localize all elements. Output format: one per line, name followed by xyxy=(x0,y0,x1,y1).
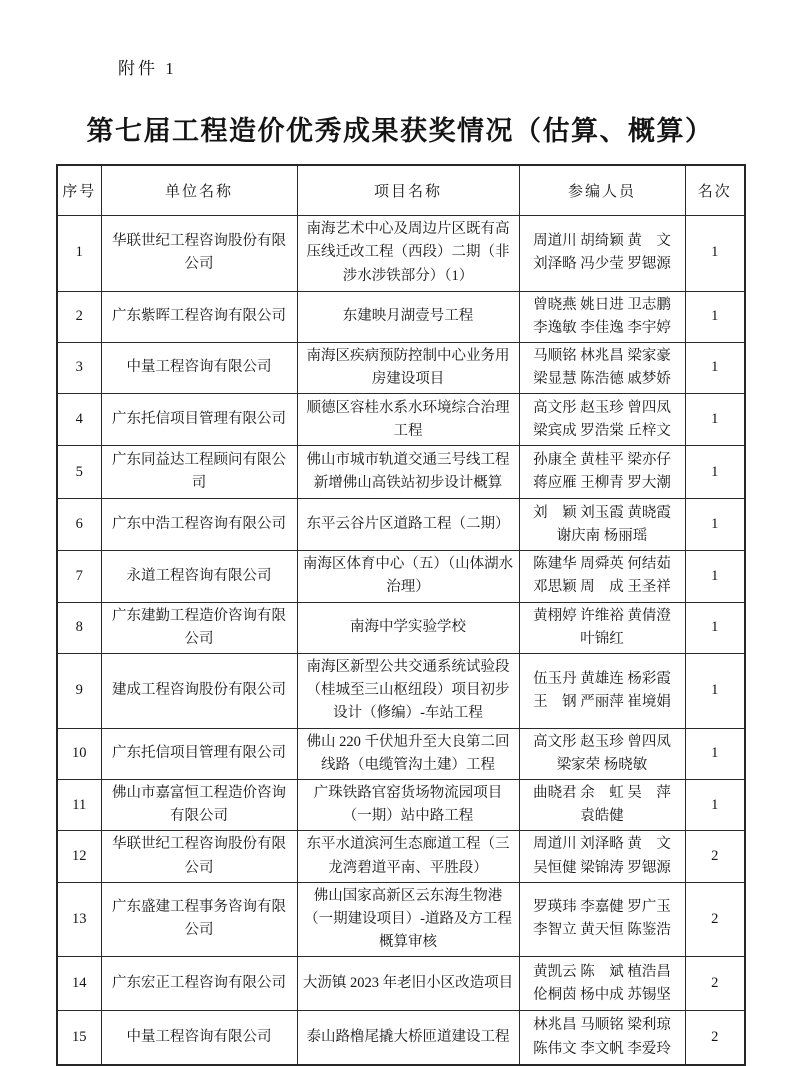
row-number-cell: 7 xyxy=(57,551,101,602)
row-number-cell: 1 xyxy=(57,215,101,291)
col-header-participants: 参编人员 xyxy=(519,165,685,215)
participants-line: 曲晓君 余 虹 吴 萍 xyxy=(533,784,671,801)
company-name-cell: 广东中浩工程咨询有限公司 xyxy=(101,499,297,551)
rank-cell: 1 xyxy=(685,446,745,499)
participants-line: 王 钢 严丽萍 崔境娟 xyxy=(533,693,671,710)
company-name-cell: 永道工程咨询有限公司 xyxy=(101,551,297,602)
row-number-cell: 10 xyxy=(57,728,101,779)
row-number-cell: 5 xyxy=(57,446,101,499)
rank-cell: 2 xyxy=(685,882,745,957)
col-header-no: 序号 xyxy=(57,165,101,215)
row-number-cell: 4 xyxy=(57,394,101,446)
company-name-cell: 广东同益达工程顾问有限公司 xyxy=(101,446,297,499)
participants-line: 梁家荣 杨晓敏 xyxy=(556,756,648,773)
participants-cell xyxy=(519,1011,685,1065)
rank-cell: 1 xyxy=(685,779,745,830)
participants-line: 李逸敏 李佳逸 李宇婷 xyxy=(533,319,671,336)
row-number-cell: 11 xyxy=(57,779,101,830)
participants-cell xyxy=(519,602,685,653)
participants-line: 谢庆南 杨丽瑶 xyxy=(556,527,648,544)
company-name-cell: 广东宏正工程咨询有限公司 xyxy=(101,957,297,1011)
participants-line: 曾晓燕 姚日进 卫志鹏 xyxy=(533,296,671,313)
participants-cell xyxy=(519,882,685,957)
table-header-row xyxy=(57,165,745,215)
table-row xyxy=(57,551,745,602)
project-name-cell: 佛山市城市轨道交通三号线工程新增佛山高铁站初步设计概算 xyxy=(297,446,519,499)
table-row xyxy=(57,342,745,393)
company-name-cell: 华联世纪工程咨询股份有限公司 xyxy=(101,831,297,882)
company-name-cell: 广东托信项目管理有限公司 xyxy=(101,728,297,779)
company-name-cell: 广东紫晖工程咨询有限公司 xyxy=(101,291,297,342)
project-name-cell: 东平云谷片区道路工程（二期） xyxy=(297,499,519,551)
col-header-company: 单位名称 xyxy=(101,165,297,215)
participants-cell xyxy=(519,728,685,779)
company-name-cell: 建成工程咨询股份有限公司 xyxy=(101,654,297,729)
participants-cell xyxy=(519,291,685,342)
project-name-cell: 南海区疾病预防控制中心业务用房建设项目 xyxy=(297,342,519,393)
participants-cell xyxy=(519,342,685,393)
table-row xyxy=(57,446,745,499)
company-name-cell: 广东托信项目管理有限公司 xyxy=(101,394,297,446)
table-row xyxy=(57,394,745,446)
participants-cell xyxy=(519,831,685,882)
project-name-cell: 南海艺术中心及周边片区既有高压线迁改工程（西段）二期（非涉水涉铁部分）（1） xyxy=(297,215,519,291)
row-number-cell: 6 xyxy=(57,499,101,551)
rank-cell: 1 xyxy=(685,342,745,393)
table-row xyxy=(57,654,745,729)
participants-line: 邓思颖 周 成 王圣祥 xyxy=(533,579,671,596)
project-name-cell: 东建映月湖壹号工程 xyxy=(297,291,519,342)
participants-line: 周道川 刘泽略 黄 文 xyxy=(533,836,671,853)
participants-cell xyxy=(519,654,685,729)
participants-line: 蒋应雁 王柳青 罗大潮 xyxy=(533,475,671,492)
company-name-cell: 华联世纪工程咨询股份有限公司 xyxy=(101,215,297,291)
project-name-cell: 南海区体育中心（五）（山体湖水治理） xyxy=(297,551,519,602)
participants-cell xyxy=(519,215,685,291)
participants-line: 刘 颖 刘玉霞 黄晓霞 xyxy=(533,504,671,521)
col-header-project: 项目名称 xyxy=(297,165,519,215)
table-row xyxy=(57,1011,745,1065)
participants-cell xyxy=(519,957,685,1011)
project-name-cell: 广珠铁路官窑货场物流园项目（一期）站中路工程 xyxy=(297,779,519,830)
participants-line: 马顺铭 林兆昌 梁家豪 xyxy=(533,347,671,364)
row-number-cell: 13 xyxy=(57,882,101,957)
page-title: 第七届工程造价优秀成果获奖情况（估算、概算） xyxy=(86,116,714,146)
row-number-cell: 2 xyxy=(57,291,101,342)
participants-cell xyxy=(519,779,685,830)
table-row xyxy=(57,499,745,551)
project-name-cell: 顺德区容桂水系水环境综合治理工程 xyxy=(297,394,519,446)
participants-line: 高文彤 赵玉珍 曾四凤 xyxy=(533,733,671,750)
participants-line: 伍玉丹 黄雄连 杨彩霞 xyxy=(533,670,671,687)
col-header-rank: 名次 xyxy=(685,165,745,215)
participants-line: 叶锦红 xyxy=(580,630,624,647)
table-row xyxy=(57,602,745,653)
participants-line: 刘泽略 冯少莹 罗锶源 xyxy=(533,256,671,272)
rank-cell: 2 xyxy=(685,957,745,1011)
awards-table xyxy=(56,164,746,1066)
participants-line: 袁皓健 xyxy=(580,808,624,825)
rank-cell: 1 xyxy=(685,215,745,291)
company-name-cell: 中量工程咨询有限公司 xyxy=(101,1011,297,1065)
participants-line: 高文彤 赵玉珍 曾四凤 xyxy=(533,399,671,416)
rank-cell: 1 xyxy=(685,291,745,342)
project-name-cell: 佛山 220 千伏旭升至大良第二回线路（电缆管沟土建）工程 xyxy=(297,728,519,779)
participants-line: 梁宾成 罗浩棠 丘梓文 xyxy=(533,422,671,439)
participants-line: 黄栩婷 许维裕 黄倩澄 xyxy=(533,607,671,624)
rank-cell: 1 xyxy=(685,602,745,653)
company-name-cell: 广东盛建工程事务咨询有限公司 xyxy=(101,882,297,957)
attachment-label: 附件 1 xyxy=(118,59,177,78)
participants-line: 梁显慧 陈浩德 戚梦娇 xyxy=(533,371,671,388)
participants-line: 陈建华 周舜英 何结茹 xyxy=(533,556,671,573)
participants-cell xyxy=(519,551,685,602)
company-name-cell: 中量工程咨询有限公司 xyxy=(101,342,297,393)
participants-line: 黄凯云 陈 斌 植浩昌 xyxy=(533,963,671,980)
company-name-cell: 佛山市嘉富恒工程造价咨询有限公司 xyxy=(101,779,297,830)
rank-cell: 1 xyxy=(685,551,745,602)
participants-line: 林兆昌 马顺铭 梁利琼 xyxy=(533,1017,671,1034)
participants-cell xyxy=(519,499,685,551)
table-row xyxy=(57,779,745,830)
row-number-cell: 12 xyxy=(57,831,101,882)
rank-cell: 2 xyxy=(685,1011,745,1065)
rank-cell: 2 xyxy=(685,831,745,882)
row-number-cell: 3 xyxy=(57,342,101,393)
rank-cell: 1 xyxy=(685,654,745,729)
row-number-cell: 15 xyxy=(57,1011,101,1065)
project-name-cell: 东平水道滨河生态廊道工程（三龙湾碧道平南、平胜段） xyxy=(297,831,519,882)
project-name-cell: 佛山国家高新区云东海生物港（一期建设项目）-道路及方工程概算审核 xyxy=(297,882,519,957)
table-row xyxy=(57,215,745,291)
project-name-cell: 南海区新型公共交通系统试验段（桂城至三山枢纽段）项目初步设计（修编）-车站工程 xyxy=(297,654,519,729)
participants-line: 伦桐茵 杨中成 苏锡坚 xyxy=(533,986,671,1003)
participants-line: 罗瑛玮 李嘉健 罗广玉 xyxy=(533,899,671,916)
participants-line: 吴恒健 梁锦涛 罗锶源 xyxy=(533,859,671,876)
rank-cell: 1 xyxy=(685,499,745,551)
participants-line: 李智立 黄天恒 陈鉴浩 xyxy=(533,922,671,939)
table-row xyxy=(57,831,745,882)
participants-line: 孙康全 黄桂平 梁亦仔 xyxy=(533,452,671,469)
table-row xyxy=(57,291,745,342)
table-row xyxy=(57,728,745,779)
rank-cell: 1 xyxy=(685,728,745,779)
participants-line: 周道川 胡绮颖 黄 文 xyxy=(533,232,671,249)
company-name-cell: 广东建勤工程造价咨询有限公司 xyxy=(101,602,297,653)
participants-cell xyxy=(519,446,685,499)
participants-line: 陈伟文 李文帆 李爱玲 xyxy=(533,1040,671,1057)
table-row xyxy=(57,882,745,957)
row-number-cell: 8 xyxy=(57,602,101,653)
row-number-cell: 9 xyxy=(57,654,101,729)
rank-cell: 1 xyxy=(685,394,745,446)
row-number-cell: 14 xyxy=(57,957,101,1011)
project-name-cell: 南海中学实验学校 xyxy=(297,602,519,653)
project-name-cell: 泰山路橹尾撬大桥匝道建设工程 xyxy=(297,1011,519,1065)
participants-cell xyxy=(519,394,685,446)
project-name-cell: 大沥镇 2023 年老旧小区改造项目 xyxy=(297,957,519,1011)
table-row xyxy=(57,957,745,1011)
